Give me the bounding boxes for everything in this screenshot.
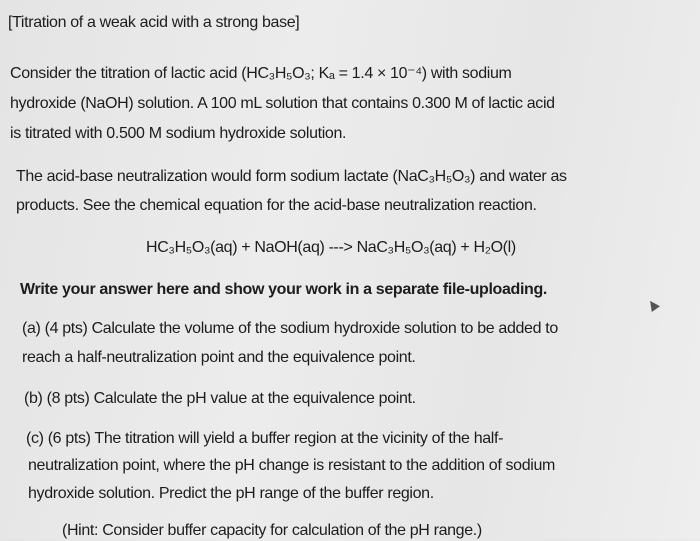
question-a-line: (a) (4 pts) Calculate the volume of the sodium hydroxide solution to be added to	[22, 320, 558, 337]
question-a-line: reach a half-neutralization point and the equivalence point.	[22, 349, 416, 366]
intro-line: Consider the titration of lactic acid (HC₃H₅O₃; Kₐ = 1.4 × 10⁻⁴) with sodium	[10, 65, 512, 82]
question-c-line: hydroxide solution. Predict the pH range of the buffer region.	[28, 485, 434, 502]
reaction-line: products. See the chemical equation for the acid-base neutralization reaction.	[16, 197, 537, 214]
question-c-line: (c) (6 pts) The titration will yield a buffer region at the vicinity of the half-	[26, 430, 504, 447]
intro-line: is titrated with 0.500 M sodium hydroxide solution.	[10, 125, 347, 142]
reaction-line: The acid-base neutralization would form sodium lactate (NaC₃H₅O₃) and water as	[16, 168, 567, 185]
mouse-cursor-icon	[646, 298, 660, 312]
question-c-line: neutralization point, where the pH change is resistant to the addition of sodium	[28, 457, 556, 474]
question-b-line: (b) (8 pts) Calculate the pH value at the equivalence point.	[24, 390, 416, 407]
problem-title: [Titration of a weak acid with a strong base]	[8, 14, 300, 31]
instruction-text: Write your answer here and show your work in a separate file-uploading.	[20, 281, 547, 298]
intro-line: hydroxide (NaOH) solution. A 100 mL solution that contains 0.300 M of lactic acid	[10, 95, 555, 112]
hint-text: (Hint: Consider buffer capacity for calculation of the pH range.)	[62, 522, 482, 539]
chemical-equation: HC₃H₅O₃(aq) + NaOH(aq) ---> NaC₃H₅O₃(aq) + H₂O(l)	[146, 239, 516, 256]
